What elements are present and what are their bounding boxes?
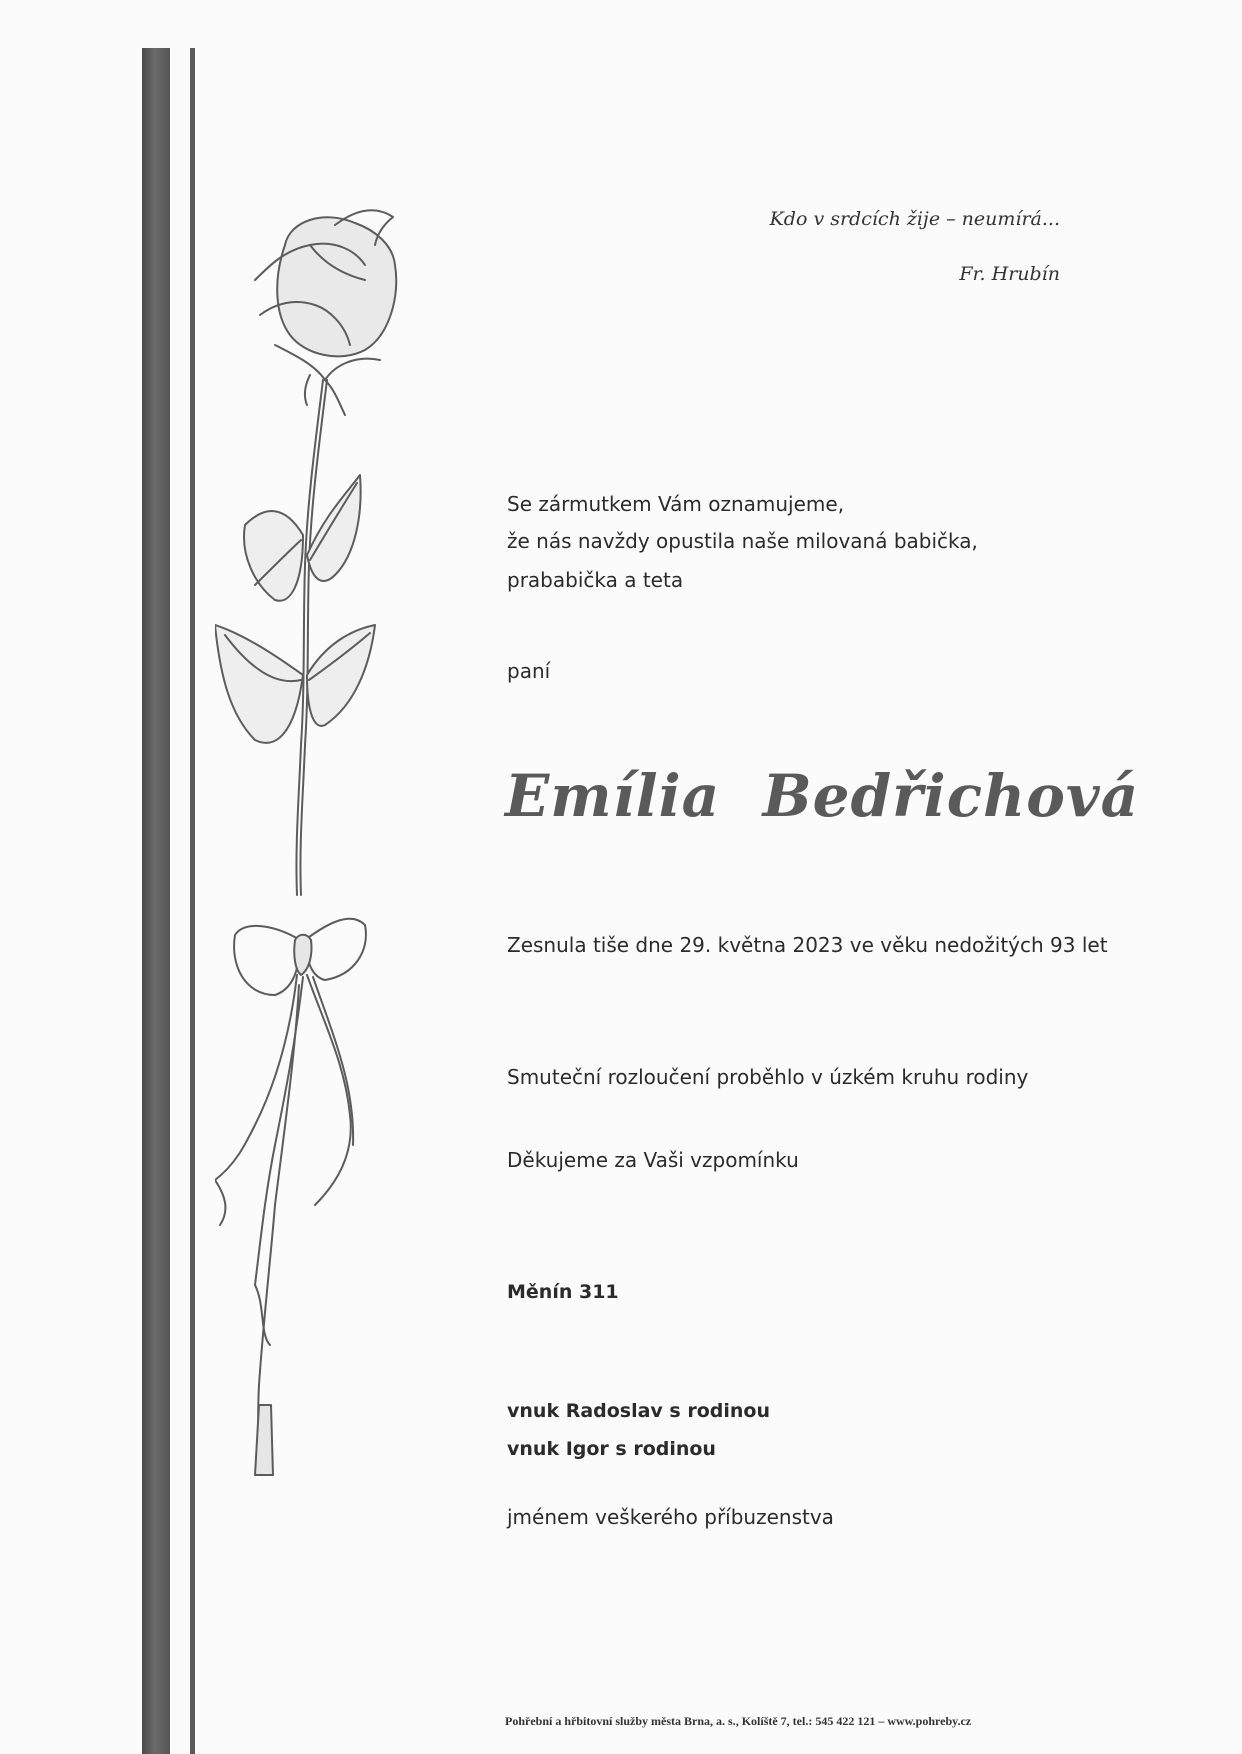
mourning-border-thick — [142, 48, 170, 1754]
relatives-line: jménem veškerého příbuzenstva — [507, 1505, 834, 1529]
mourner-1: vnuk Radoslav s rodinou — [507, 1400, 771, 1422]
quote-author: Fr. Hrubín — [959, 263, 1060, 285]
announcement-line-2: že nás navždy opustila naše milovaná babička, — [507, 529, 978, 553]
honorific: paní — [507, 659, 551, 683]
footer-funeral-service: Pohřební a hřbitovní služby města Brna, a. s., Kolíště 7, tel.: 545 422 121 – www.pohreby.cz — [505, 1714, 972, 1728]
announcement-line-3: prababička a teta — [507, 568, 684, 592]
mourner-2: vnuk Igor s rodinou — [507, 1438, 716, 1460]
family-address: Měnín 311 — [507, 1281, 619, 1303]
thanks-line: Děkujeme za Vaši vzpomínku — [507, 1148, 799, 1172]
announcement-line-1: Se zármutkem Vám oznamujeme, — [507, 492, 845, 516]
farewell-notice: Smuteční rozloučení proběhlo v úzkém kruhu rodiny — [507, 1065, 1029, 1089]
deceased-name: Emília Bedřichová — [505, 762, 1140, 830]
death-info: Zesnula tiše dne 29. května 2023 ve věku nedožitých 93 let — [507, 933, 1108, 957]
mourning-border-thin — [190, 48, 195, 1754]
memorial-quote: Kdo v srdcích žije – neumírá... — [769, 208, 1060, 230]
rose-illustration — [215, 205, 420, 1515]
